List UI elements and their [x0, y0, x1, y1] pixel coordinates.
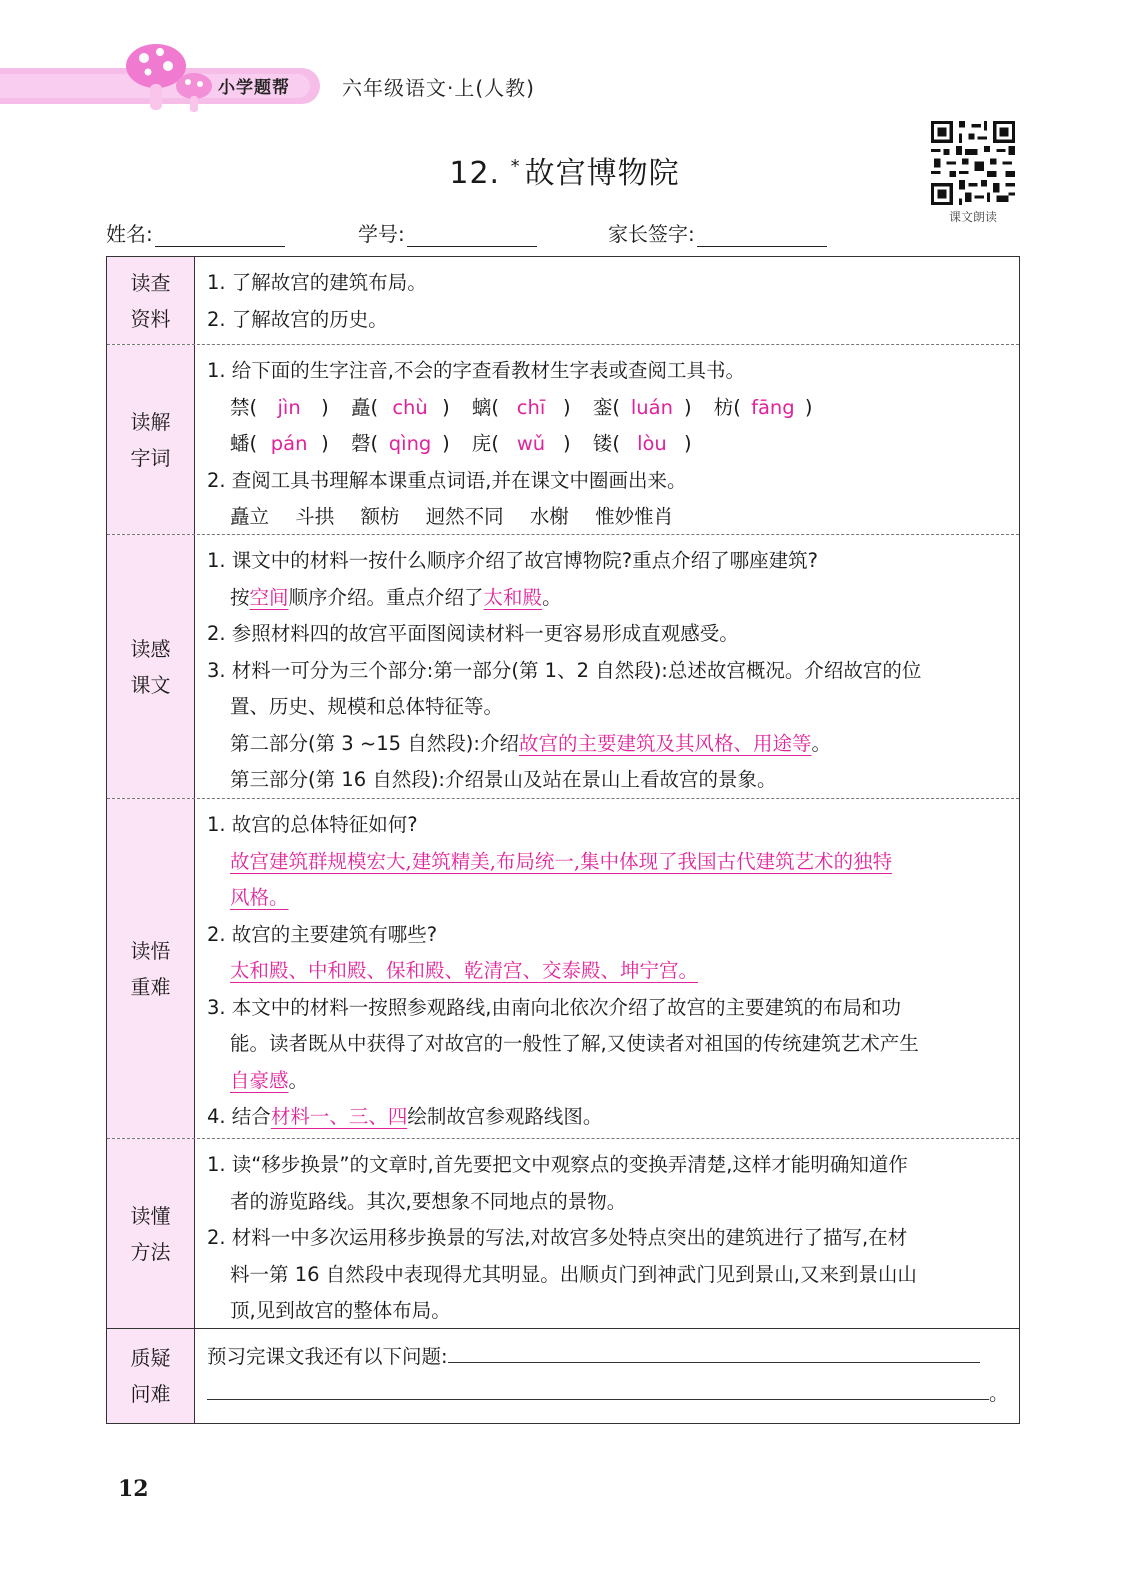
- text-line: 1. 了解故宫的建筑布局。: [207, 271, 427, 294]
- parent-blank[interactable]: [697, 223, 827, 247]
- answer-blank[interactable]: [207, 1378, 989, 1400]
- answer-line: 自豪感。: [230, 1068, 309, 1092]
- section-content: [195, 257, 1019, 344]
- question-prompt: 预习完课文我还有以下问题:: [207, 1345, 448, 1368]
- page-number: 12: [118, 1476, 149, 1502]
- question-line: 3. 材料一可分为三个部分:第一部分(第 1、2 自然段):总述故宫概况。介绍故宫的位: [207, 658, 922, 682]
- lesson-title: 故宫博物院: [524, 156, 680, 191]
- id-blank[interactable]: [407, 223, 537, 247]
- section-content: [195, 1329, 1019, 1423]
- answer-line: 第二部分(第 3 ~15 自然段):介绍故宫的主要建筑及其风格、用途等。: [230, 731, 831, 755]
- pinyin-item: 磬( qìng ): [350, 432, 450, 455]
- text-line: 1. 读“移步换景”的文章时,首先要把文中观察点的变换弄清楚,这样才能明确知道作: [207, 1153, 908, 1176]
- answer-line: [207, 844, 1009, 881]
- answer-line: 按空间顺序介绍。重点介绍了太和殿。: [230, 585, 562, 609]
- answer-text: 太和殿: [483, 585, 543, 609]
- label-bottom: 问难: [130, 1382, 171, 1406]
- label-top: 读懂: [130, 1203, 171, 1228]
- pinyin-item: 禁( jìn ): [230, 395, 329, 419]
- section-label: [107, 799, 195, 1138]
- vocab-word: 惟妙惟肖: [595, 505, 674, 528]
- text-line: 顶,见到故宫的整体布局。: [230, 1299, 451, 1322]
- pinyin-row: [207, 426, 1009, 463]
- id-label: 学号:: [358, 222, 405, 246]
- label-top: 读悟: [130, 938, 171, 963]
- vocab-word: 水榭: [529, 505, 569, 528]
- answer-text: 空间: [249, 585, 289, 609]
- section-label: [107, 1329, 195, 1423]
- label-bottom: 字词: [130, 445, 171, 470]
- section-label: [107, 345, 195, 534]
- pinyin-item: 庑( wǔ ): [471, 432, 571, 455]
- lesson-star: *: [510, 156, 521, 177]
- end-mark: 。: [989, 1381, 1009, 1405]
- brand-name: 小学题帮: [218, 78, 290, 98]
- pinyin-row: [207, 390, 1009, 427]
- question-line: 2. 参照材料四的故宫平面图阅读材料一更容易形成直观感受。: [207, 622, 739, 645]
- answer-text: 太和殿、中和殿、保和殿、乾清宫、交泰殿、坤宁宫。: [230, 959, 699, 982]
- question-line: 1. 给下面的生字注音,不会的字查看教材生字表或查阅工具书。: [207, 359, 746, 382]
- section-content: [195, 1139, 1019, 1328]
- text-line: 料一第 16 自然段中表现得尤其明显。出顺贞门到神武门见到景山,又来到景山山: [230, 1262, 917, 1286]
- pinyin-item: 镂( lòu ): [592, 432, 692, 455]
- answer-line: 4. 结合材料一、三、四绘制故宫参观路线图。: [207, 1105, 603, 1128]
- parent-label: 家长签字:: [608, 222, 695, 246]
- answer-text: 故宫建筑群规模宏大,建筑精美,布局统一,集中体现了我国古代建筑艺术的独特: [230, 849, 893, 873]
- section-vocabulary: [107, 345, 1019, 535]
- text-line: 者的游览路线。其次,要想象不同地点的景物。: [230, 1189, 627, 1213]
- section-research: [107, 257, 1019, 345]
- id-field[interactable]: [358, 218, 537, 247]
- pinyin-item: 銮( luán ): [592, 395, 692, 419]
- vocab-list: [207, 499, 1009, 536]
- text-line: 能。读者既从中获得了对故宫的一般性了解,又使读者对祖国的传统建筑艺术产生: [230, 1032, 919, 1055]
- answer-line: [207, 953, 1009, 990]
- question-line: 3. 本文中的材料一按照参观路线,由南向北依次介绍了故宫的主要建筑的布局和功: [207, 995, 902, 1019]
- section-key-points: [107, 799, 1019, 1139]
- label-bottom: 重难: [130, 974, 171, 999]
- label-top: 读感: [130, 636, 171, 661]
- text-line: 2. 材料一中多次运用移步换景的写法,对故宫多处特点突出的建筑进行了描写,在材: [207, 1226, 908, 1249]
- pinyin-item: 蟠( pán ): [230, 432, 329, 455]
- section-questions: [107, 1329, 1019, 1423]
- section-label: [107, 535, 195, 798]
- pinyin-item: 螭( chī ): [471, 395, 571, 419]
- question-prompt-line: [207, 1339, 1009, 1376]
- subject-label: 六年级语文·上(人教): [342, 76, 535, 100]
- section-methods: [107, 1139, 1019, 1329]
- text-line: 置、历史、规模和总体特征等。: [230, 695, 504, 718]
- worksheet-table: [106, 256, 1020, 1424]
- pinyin-item: 枋( fāng ): [713, 395, 813, 419]
- answer-text: 故宫的主要建筑及其风格、用途等: [518, 731, 812, 755]
- student-info-row: [106, 218, 1026, 248]
- answer-line: [207, 880, 1009, 917]
- mushroom-logo-icon: [118, 40, 218, 114]
- label-bottom: 方法: [130, 1239, 171, 1264]
- question-line: 1. 课文中的材料一按什么顺序介绍了故宫博物院?重点介绍了哪座建筑?: [207, 549, 819, 572]
- vocab-word: 斗拱: [295, 505, 335, 528]
- answer-text: 材料一、三、四: [270, 1105, 408, 1128]
- section-label: [107, 257, 195, 344]
- name-field[interactable]: [106, 218, 285, 247]
- answer-text: 自豪感: [230, 1068, 289, 1092]
- question-line: 2. 故宫的主要建筑有哪些?: [207, 922, 438, 946]
- answer-text: 风格。: [230, 886, 289, 909]
- answer-blank[interactable]: [448, 1341, 980, 1363]
- label-top: 质疑: [130, 1346, 171, 1370]
- text-line: 第三部分(第 16 自然段):介绍景山及站在景山上看故宫的景象。: [230, 768, 777, 791]
- label-bottom: 课文: [130, 672, 171, 697]
- text-line: 2. 了解故宫的历史。: [207, 307, 388, 331]
- name-label: 姓名:: [106, 222, 153, 246]
- question-line: 2. 查阅工具书理解本课重点词语,并在课文中圈画出来。: [207, 468, 687, 492]
- section-label: [107, 1139, 195, 1328]
- qr-code-icon[interactable]: [928, 118, 1018, 208]
- section-content: [195, 535, 1019, 798]
- section-content: [195, 799, 1019, 1138]
- vocab-word: 额枋: [360, 505, 400, 528]
- question-line: 1. 故宫的总体特征如何?: [207, 813, 418, 836]
- lesson-number: 12.: [449, 156, 501, 191]
- name-blank[interactable]: [155, 223, 285, 247]
- vocab-word: 迥然不同: [425, 505, 504, 528]
- section-reading: [107, 535, 1019, 799]
- section-content: [195, 345, 1019, 534]
- parent-signature-field[interactable]: [608, 218, 827, 247]
- label-top: 读解: [130, 409, 171, 434]
- label-top: 读查: [130, 270, 171, 295]
- vocab-word: 矗立: [230, 505, 270, 528]
- pinyin-item: 矗( chù ): [350, 395, 450, 419]
- qr-label: 课文朗读: [948, 210, 997, 224]
- question-blank-line: [207, 1376, 1009, 1413]
- label-bottom: 资料: [130, 306, 171, 331]
